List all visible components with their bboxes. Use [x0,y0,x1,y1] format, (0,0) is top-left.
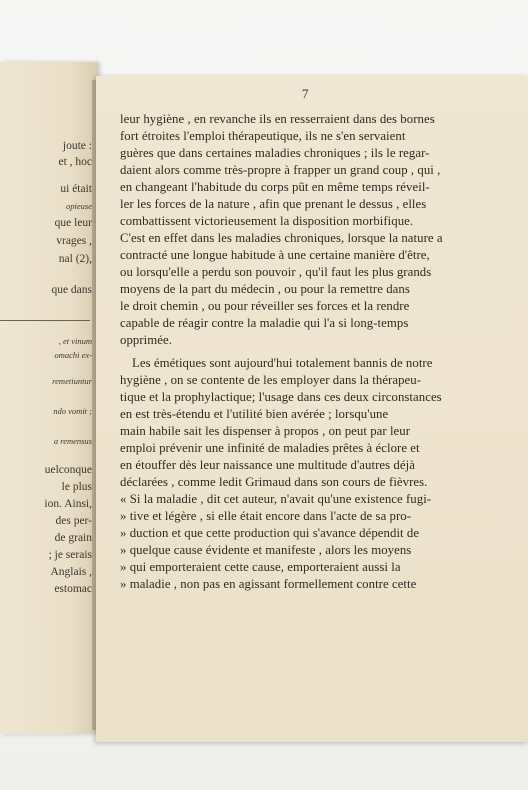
text-line: daient alors comme très-propre à frapper un grand coup , qui , [120,163,441,177]
text-line: » qui emporteraient cette cause, emporteraient aussi la [120,560,401,574]
text-line: Les émétiques sont aujourd'hui totalement bannis de notre [132,356,433,370]
text-line: » tive et légère , si elle était encore dans l'acte de sa pro- [120,509,412,523]
text-line: en est très-étendu et l'utilité bien avérée ; lorsqu'une [120,407,389,421]
text-line: le droit chemin , ou pour réveiller ses forces et la rendre [120,299,410,313]
left-page-line: ndo vomit ; [53,406,92,416]
left-page-line: opieuse [66,201,92,211]
text-line: ou lorsqu'elle a perdu son pouvoir , qu'il faut les plus grands [120,265,432,279]
text-line: C'est en effet dans les maladies chroniques, lorsque la nature a [120,231,443,245]
left-page-line: ; je serais [48,549,92,561]
left-page-line: vrages , [56,235,92,247]
right-page [96,76,528,742]
left-page-line: remetiuntur [52,376,92,386]
text-line: » quelque cause évidente et manifeste , alors les moyens [120,543,412,557]
text-line: ler les forces de la nature , afin que prenant le dessus , elles [120,197,427,211]
text-line: hygiène , on se contente de les employer dans la thérapeu- [120,373,422,387]
footnote-rule [0,320,90,321]
text-line: » maladie , non pas en agissant formellement contre cette [120,577,417,591]
text-line: opprimée. [120,333,172,347]
text-line: fort étroites l'emploi thérapeutique, ils ne s'en servaient [120,129,406,143]
left-page-line: de grain [54,532,92,544]
left-page-line: nal (2), [58,253,92,265]
left-page-line: ui était [60,183,92,195]
left-page-line: que leur [54,217,92,229]
left-page-line: Anglais , [50,566,92,578]
text-line: tique et la prophylactique; l'usage dans ces deux circonstances [120,390,442,404]
text-line: main habile sait les dispenser à propos , on peut par leur [120,424,411,438]
text-line: leur hygiène , en revanche ils en resserraient dans des bornes [120,112,435,126]
text-line: en étouffer dès leur naissance une multitude d'autres déjà [120,458,415,472]
text-line: » duction et que cette production qui s'avance dépendit de [120,526,420,540]
left-page-line: , et vinum [58,336,92,346]
text-line: capable de réagir contre la maladie qui l'a si long-temps [120,316,409,330]
left-page-line: que dans [51,284,92,296]
text-line: contracté une longue habitude à une certaine manière d'être, [120,248,430,262]
text-line: déclarées , comme ledit Grimaud dans son cours de fièvres. [120,475,428,489]
text-line: emploi prévenir une infinité de maladies prêtes à éclore et [120,441,420,455]
left-page-line: uelconque [44,464,92,476]
left-page-line: estomac [54,583,92,595]
text-line: « Si la maladie , dit cet auteur, n'avait qu'une existence fugi- [120,492,432,506]
page-number: 7 [302,86,309,101]
left-page-line: et , hoc [58,156,92,168]
left-page-line: omachi ex- [54,350,92,360]
text-line: en changeant l'habitude du corps pût en même temps réveil- [120,180,430,194]
text-line: moyens de la part du médecin , ou pour la remettre dans [120,282,410,296]
text-line: combattissent victorieusement la disposition morbifique. [120,214,414,228]
left-page-line: ion. Ainsi, [44,498,92,510]
left-page-line: joute : [62,140,92,152]
left-page-line: a remensus [53,436,92,446]
text-line: guères que dans certaines maladies chroniques ; ils le regar- [120,146,430,160]
left-page [0,62,98,734]
left-page-line: le plus [61,481,92,493]
left-page-line: des per- [55,515,92,527]
